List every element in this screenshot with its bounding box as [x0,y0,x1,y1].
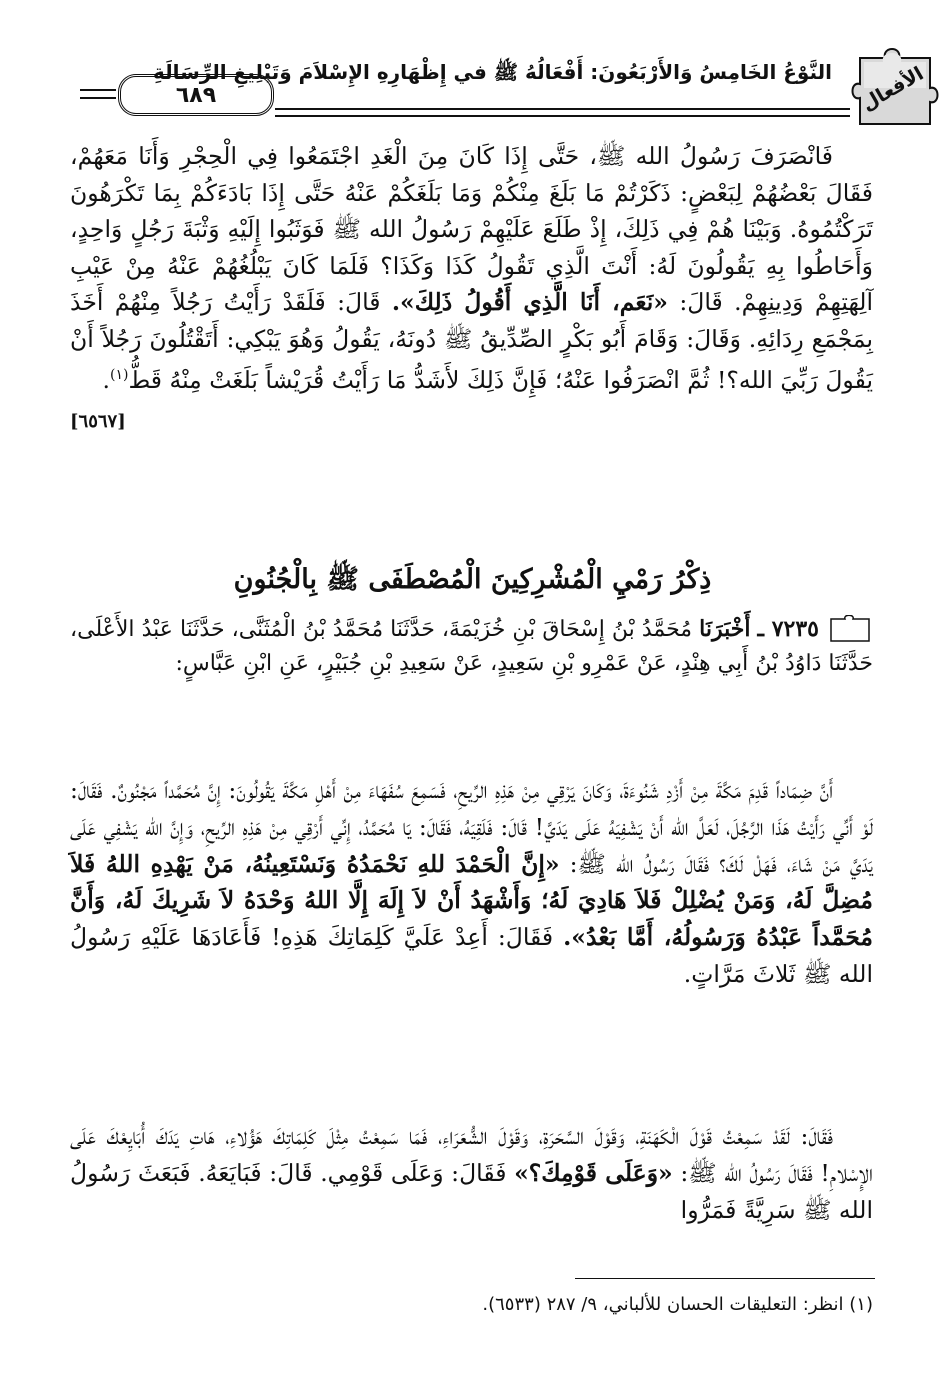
paragraph-text: فَقَالَ: أَعِدْ عَلَيَّ كَلِمَاتِكَ هَذِهِ! فَأَعَادَهَا عَلَيْهِ رَسُولُ الله ﷺ ثَلاثَ مَرَّاتٍ. [70,923,873,988]
header-title: النَّوْعُ الخَامِسُ وَالأَرْبَعُونَ: أَفْعَالُهُ ﷺ في إِظْهَارِهِ الإِسْلاَمَ وَتَبْلِيغِ الرِّسَالَةِ [152,60,832,84]
section-3 [70,1118,873,1228]
isnad-text: مُحَمَّدُ بْنُ إِسْحَاقَ بْنِ خُزَيْمَةَ، حَدَّثَنَا مُحَمَّدُ بْنُ الْمُثَنَّى، حَدَّثَنَا عَبْدُ الأَعْلَى، حَدَّثَنَا دَاوُدُ بْنُ أَبِي هِنْدٍ، عَنْ عَمْرِو بْنِ سَعِيدٍ، عَنْ سَعِيدِ بْنِ جُبَيْرٍ، عَنِ ابْنِ عَبَّاسٍ: [70,617,873,676]
hadith-lead: أَخْبَرَنَا [699,616,751,642]
header-rule-left [80,89,116,99]
hadith-number: ٧٢٣٥ ـ [757,616,819,642]
section-heading: ذِكْرُ رَمْيِ الْمُشْرِكِينَ الْمُصْطَفَى ﷺ بِالْجُنُونِ [233,564,712,595]
prophet-quote: «نَعَم، أَنَا الَّذِي أَقُولُ ذَلِكَ». [391,288,668,316]
section-badge [827,615,873,645]
prophet-quote: «إِنَّ الْحَمْدَ للهِ نَحْمَدُهُ وَنَسْتَعِينُهُ، مَنْ يَهْدِهِ اللهُ فَلاَ مُضِلَّ لَهُ، وَمَنْ يُضْلِلْ فَلاَ هَادِيَ لَهُ؛ وَأَشْهَدُ أَنْ لاَ إِلَهَ إِلَّا اللهُ وَحْدَهُ لاَ شَرِيكَ لَهُ، وَأَنَّ مُحَمَّداً عَبْدُهُ وَرَسُولُهُ، أَمَّا بَعْدُ». [70,849,873,952]
section-1: فَانْصَرَفَ رَسُولُ الله ﷺ، حَتَّى إِذَا كَانَ مِنَ الْغَدِ اجْتَمَعُوا فِي الْحِجْرِ وَأَنَا مَعَهُمْ، فَقَالَ بَعْضُهُمْ لِبَعْضٍ: ذَكَرْتُمْ مَا بَلَغَ مِنْكُمْ وَمَا بَلَغَكُمْ عَنْهُ حَتَّى إِذَا بَادَءَكُمْ بِمَا تَكْرَهُونَ تَرَكْتُمُوهُ. وَبَيْنَا هُمْ فِي ذَلِكَ، إِذْ طَلَعَ عَلَيْهِمْ رَسُولُ الله ﷺ فَوَثَبُوا إِلَيْهِ وَثْبَةَ رَجُلٍ وَاحِدٍ، وَأَحَاطُوا بِهِ يَقُولُونَ لَهُ: أَنْتَ الَّذِي تَقُولُ كَذَا وَكَذَا؟ فَلَمَا كَانَ يَبْلُغُهُمْ عَنْهُ مِنْ عَيْبِ آلِهَتِهِمْ وَدِينِهِمْ. قَالَ: «نَعَم، أَنَا الَّذِي أَقُولُ ذَلِكَ». قَالَ: فَلَقَدْ رَأَيْتُ رَجُلاً مِنْهُمْ أَخَذَ بِمَجْمَعِ رِدَائِهِ. وَقَالَ: وَقَامَ أَبُو بَكْرٍ الصِّدِّيقُ ﷺ دُونَهُ، يَقُولُ وَهُوَ يَبْكِي: أَتَقْتُلُونَ رَجُلاً أَنْ يَقُولَ رَبِّيَ الله؟! ثُمَّ انْصَرَفُوا عَنْهُ؛ فَإِنَّ ذَلِكَ لأَشَدُّ مَا رَأَيْتُ قُرَيْشاً بَلَغَتْ مِنْهُ قَطُّ$^{(١)}$. [٦٥٦٧] [70,138,873,441]
paragraph-text: فَقَالَ: وَعَلَى قَوْمِي. قَالَ: فَبَايَعَهُ. فَبَعَثَ رَسُولُ الله ﷺ سَرِيَّةً فَمَرُّوا [70,1158,873,1224]
footnote: (١) انظر: التعليقات الحسان للألباني، ٩/ ٢٨٧ (٦٥٣٣). [482,1294,873,1315]
prophet-quote: «وَعَلَى قَوْمِكَ؟» [514,1158,673,1187]
reference-number: [٦٥٦٧] [70,411,126,433]
chapter-tab [840,38,940,130]
header-rule [275,108,850,117]
hadith-isnad [70,612,873,681]
paragraph-text: أَنَّ ضِمَاداً قَدِمَ مَكَّةَ مِنْ أَزْدِ شَنُوءَةَ، وَكَانَ يَرْقِي مِنْ هَذِهِ الرِّيحِ، فَسَمِعَ سُفَهَاءَ مِنْ أَهْلِ مَكَّةَ يَقُولُونَ: إِنَّ مُحَمَّداً مَجْنُونٌ. فَقَالَ: لَوْ أَنِّي رَأَيْتُ هَذَا الرَّجُلَ، لَعَلَّ الله أَنْ يَشْفِيَهُ عَلَى يَدَيَّ! قَالَ: فَلَقِيَهُ، فَقَالَ: يَا مُحَمَّدُ، إِنِّي أَرْقِي مِنْ هَذِهِ الرِّيحِ، وَإِنَّ الله يَشْفِي عَلَى يَدَيَّ مَنْ شَاءَ، فَهَلْ لَكَ؟ فَقَالَ رَسُولُ الله ﷺ: [70,776,873,878]
paragraph-text: قَالَ: فَلَقَدْ رَأَيْتُ رَجُلاً مِنْهُمْ أَخَذَ بِمَجْمَعِ رِدَائِهِ. وَقَالَ: وَقَامَ أَبُو بَكْرٍ الصِّدِّيقُ ﷺ دُونَهُ، يَقُولُ وَهُوَ يَبْكِي: أَتَقْتُلُونَ رَجُلاً أَنْ يَقُولَ رَبِّيَ الله؟! ثُمَّ انْصَرَفُوا عَنْهُ؛ فَإِنَّ ذَلِكَ لأَشَدُّ مَا رَأَيْتُ قُرَيْشاً بَلَغَتْ مِنْهُ قَطُّ [70,288,873,394]
page-number: ٦٨٩ [118,74,274,116]
paragraph-text: فَقَالَ: لَقَدْ سَمِعْتُ قَوْلَ الْكَهَنَةِ، وَقَوْلَ السَّحَرَةِ، وَقَوْلَ الشُّعَرَاءِ، فَمَا سَمِعْتُ مِثْلَ كَلِمَاتِكَ هَؤُلاءِ، هَاتِ يَدَكَ أُبَايِعْكَ عَلَى الإِسْلامِ! فَقَالَ رَسُولُ الله ﷺ: [70,1122,873,1187]
chapter-tab-label: الأفعال [857,62,927,116]
section-2 [70,772,873,993]
puzzle-badge-icon [827,615,873,645]
footnote-divider [575,1278,875,1279]
footnote-marker: (١) [110,367,129,383]
paragraph-text: فَانْصَرَفَ رَسُولُ الله ﷺ، حَتَّى إِذَا كَانَ مِنَ الْغَدِ اجْتَمَعُوا فِي الْحِجْرِ وَأَنَا مَعَهُمْ، فَقَالَ بَعْضُهُمْ لِبَعْضٍ: ذَكَرْتُمْ مَا بَلَغَ مِنْكُمْ وَمَا بَلَغَكُمْ عَنْهُ حَتَّى إِذَا بَادَءَكُمْ بِمَا تَكْرَهُونَ تَرَكْتُمُوهُ. وَبَيْنَا هُمْ فِي ذَلِكَ، إِذْ طَلَعَ عَلَيْهِمْ رَسُولُ الله ﷺ فَوَثَبُوا إِلَيْهِ وَثْبَةَ رَجُلٍ وَاحِدٍ، وَأَحَاطُوا بِهِ يَقُولُونَ لَهُ: أَنْتَ الَّذِي تَقُولُ كَذَا وَكَذَا؟ فَلَمَا كَانَ يَبْلُغُهُمْ عَنْهُ مِنْ عَيْبِ آلِهَتِهِمْ وَدِينِهِمْ. قَالَ: [70,142,873,316]
page-header [80,38,940,118]
